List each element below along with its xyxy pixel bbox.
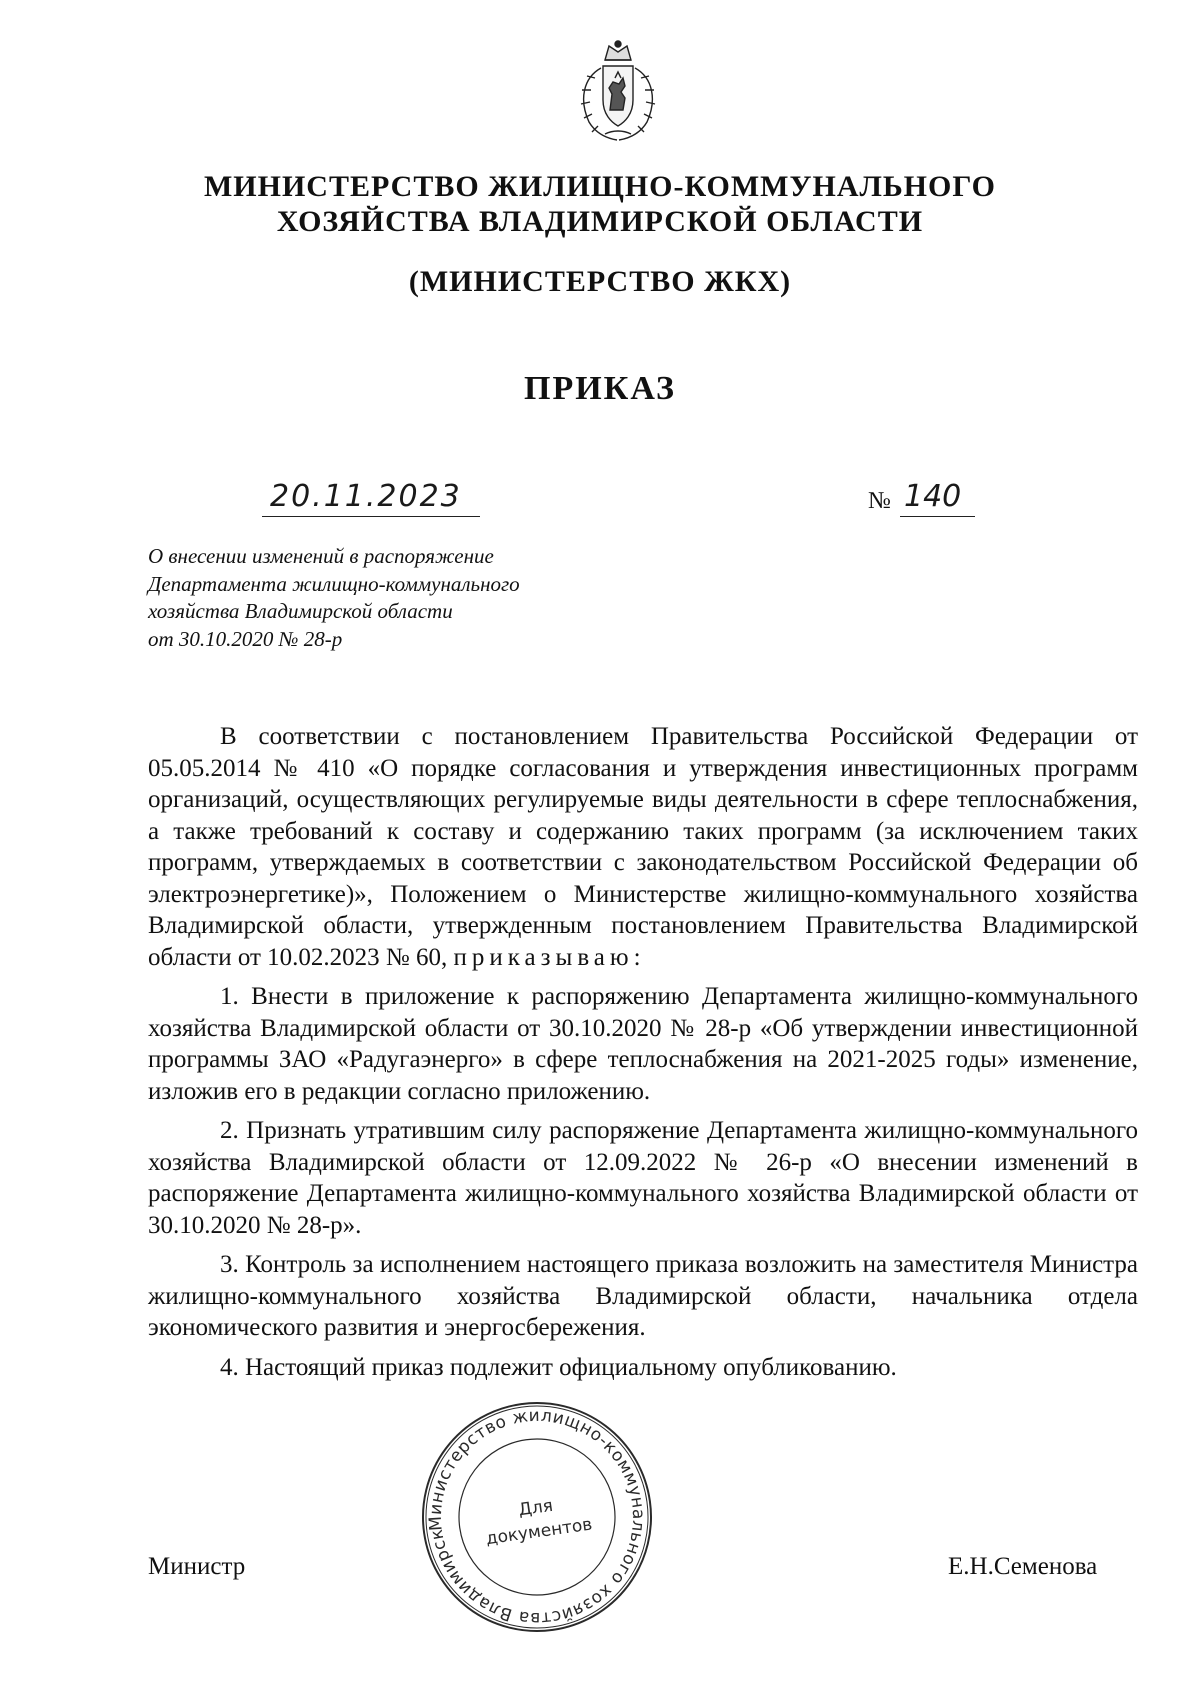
subject-line: от 30.10.2020 № 28-р <box>148 626 343 651</box>
seal-ring-text: Министерство жилищно-коммунального хозяйства Владимирской <box>425 1405 649 1629</box>
order-item-1: 1. Внести в приложение к распоряжению Департамента жилищно-коммунального хозяйства Владимирской области от 30.10.2020 № 28-р «Об утверждении инвестиционной программы ЗАО «Радугаэнерго» в сфере теплоснабжения на 2021-2025 годы» изменение, изложив его в редакции согласно приложению. <box>148 983 1138 1105</box>
signatory-name: Е.Н.Семенова <box>948 1553 1098 1580</box>
handwritten-date: 20.11.2023 <box>270 479 462 514</box>
subject-line: Департамента жилищно-коммунального <box>148 571 520 596</box>
order-item-3: 3. Контроль за исполнением настоящего приказа возложить на заместителя Министра жилищно-коммунального хозяйства Владимирской области, начальника отдела экономического развития и энергосбережения. <box>148 1251 1138 1341</box>
subject-line: хозяйства Владимирской области <box>148 599 453 623</box>
document-type-title: ПРИКАЗ <box>524 370 676 407</box>
document-subject <box>148 543 608 653</box>
order-item-2: 2. Признать утратившим силу распоряжение Департамента жилищно-коммунального хозяйства Владимирской области от 12.09.2022 № 26-р «О внесении изменений в распоряжение Департамента жилищно-коммунального хозяйства Владимирской области от 30.10.2020 № 28-р». <box>148 1117 1138 1239</box>
order-word: приказываю: <box>453 943 646 971</box>
subject-line: О внесении изменений в распоряжение <box>148 544 494 568</box>
signatory-title: Министр <box>148 1553 246 1580</box>
preamble-paragraph <box>148 721 1138 973</box>
number-field <box>900 480 975 517</box>
ministry-name-line1: МИНИСТЕРСТВО ЖИЛИЩНО-КОММУНАЛЬНОГО <box>203 170 997 203</box>
preamble-text: В соответствии с постановлением Правительства Российской Федерации от 05.05.2014 № 410 «О порядке согласования и утверждения инвестиционных программ организаций, осуществляющих регулируемые виды деятельности в сфере теплоснабжения, а также требований к составу и содержанию таких программ (за исключением таких программ, утверждаемых в соответствии с законодательством Российской Федерации об электроэнергетике)», Положением о Министерстве жилищно-коммунального хозяйства Владимирской области, утвержденным постановлением Правительства Владимирской области от 10.02.2023 № 60, <box>148 723 1138 971</box>
ministry-name-line2: ХОЗЯЙСТВА ВЛАДИМИРСКОЙ ОБЛАСТИ <box>276 205 924 238</box>
seal-center-line1: Для <box>517 1495 555 1521</box>
document-body <box>148 721 1138 1391</box>
number-label: № <box>868 488 891 514</box>
seal-center-line2: документов <box>484 1514 594 1550</box>
handwritten-number: 140 <box>904 479 962 514</box>
official-seal-stamp <box>418 1395 656 1639</box>
order-item-4: 4. Настоящий приказ подлежит официальному опубликованию. <box>220 1353 897 1381</box>
coat-of-arms-icon <box>565 38 671 146</box>
date-field <box>262 480 480 517</box>
ministry-short-name: (МИНИСТЕРСТВО ЖКХ) <box>408 265 792 298</box>
